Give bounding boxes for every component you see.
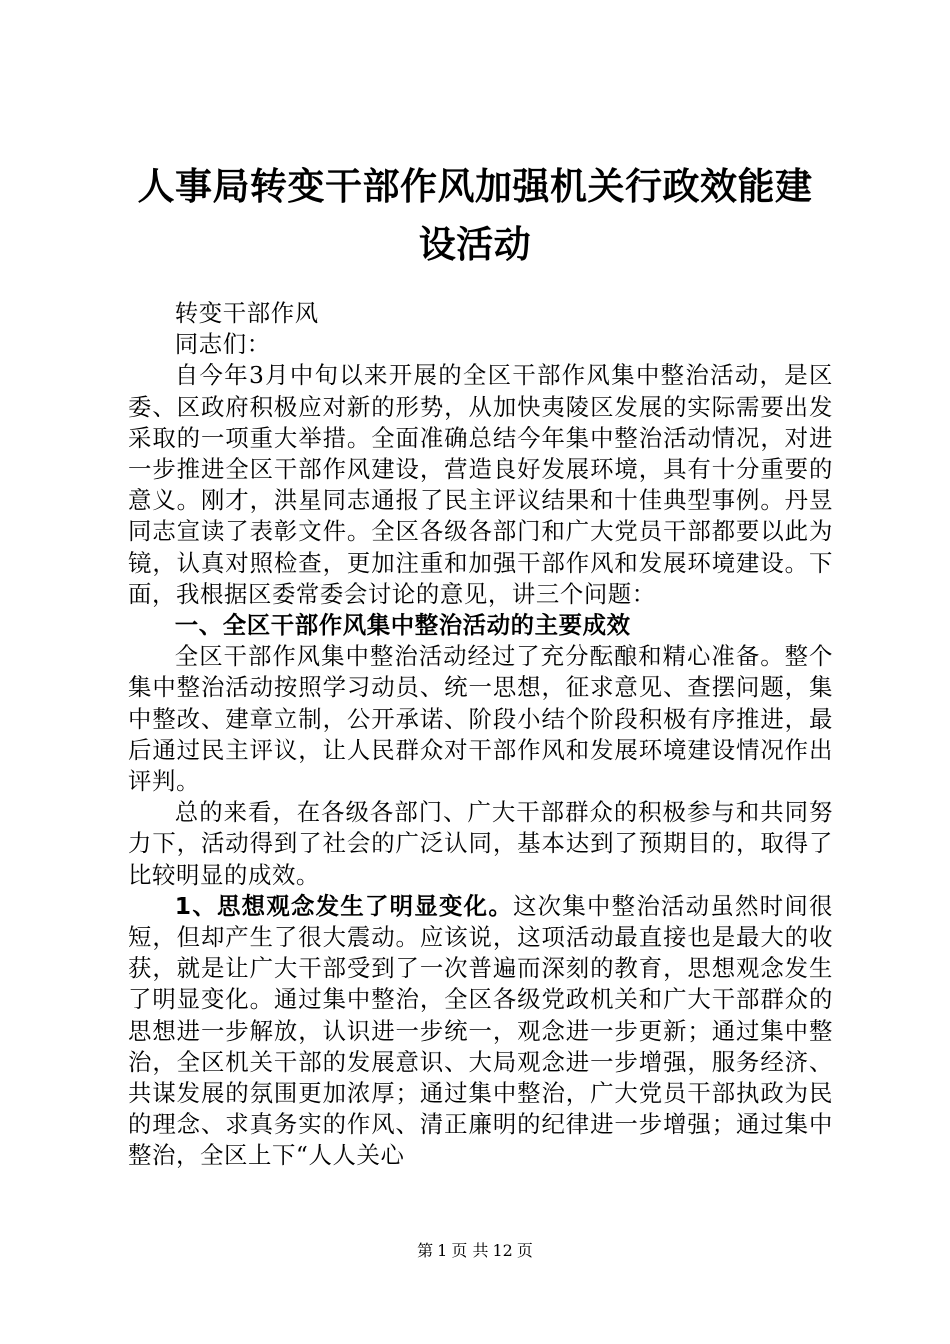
point-1-title: 1、思想观念发生了明显变化。 xyxy=(174,891,513,920)
footer-page-mid: 页 共 xyxy=(451,1241,489,1260)
footer-total-pages: 12 xyxy=(492,1241,513,1260)
paragraph-intro: 自今年3月中旬以来开展的全区干部作风集中整治活动，是区委、区政府积极应对新的形势，从加快夷陵区发展的实际需要出发采取的一项重大举措。全面准确总结今年集中整治活动情况，对进一步推进全区干部作风建设，营造良好发展环境，具有十分重要的意义。刚才，洪星同志通报了民主评议结果和十佳典型事例。丹昱同志宣读了表彰文件。全区各级各部门和广大党员干部都要以此为镜，认真对照检查，更加注重和加强干部作风和发展环境建设。下面，我根据区委常委会讨论的意见，讲三个问题： xyxy=(128,361,833,608)
greeting-line: 同志们： xyxy=(174,330,271,359)
subtitle-line: 转变干部作风 xyxy=(174,299,319,327)
page-footer xyxy=(0,1240,950,1262)
footer-page-number: 1 xyxy=(437,1241,448,1260)
document-title: 人事局转变干部作风加强机关行政效能建设活动 xyxy=(137,165,813,266)
footer-page-prefix: 第 xyxy=(417,1241,434,1260)
point-1-text: 这次集中整治活动虽然时间很短，但却产生了很大震动。应该说，这项活动最直接也是最大的收获，就是让广大干部受到了一次普遍而深刻的教育，思想观念发生了明显变化。通过集中整治，全区各级党政机关和广大干部群众的思想进一步解放，认识进一步统一，观念进一步更新；通过集中整治，全区机关干部的发展意识、大局观念进一步增强，服务经济、共谋发展的氛围更加浓厚；通过集中整治，广大党员干部执政为民的理念、求真务实的作风、清正廉明的纪律进一步增强；通过集中整治，全区上下“人人关心 xyxy=(128,891,833,1170)
document-body xyxy=(128,298,833,1172)
paragraph-summary: 总的来看，在各级各部门、广大干部群众的积极参与和共同努力下，活动得到了社会的广泛认同，基本达到了预期目的，取得了比较明显的成效。 xyxy=(128,798,833,889)
footer-page-suffix: 页 xyxy=(516,1241,533,1260)
paragraph-point-1 xyxy=(128,891,833,1172)
section-heading-1: 一、全区干部作风集中整治活动的主要成效 xyxy=(174,611,631,640)
paragraph-preparation: 全区干部作风集中整治活动经过了充分酝酿和精心准备。整个集中整治活动按照学习动员、统一思想，征求意见、查摆问题，集中整改、建章立制，公开承诺、阶段小结个阶段积极有序推进，最后通过民主评议，让人民群众对干部作风和发展环境建设情况作出评判。 xyxy=(128,642,833,796)
